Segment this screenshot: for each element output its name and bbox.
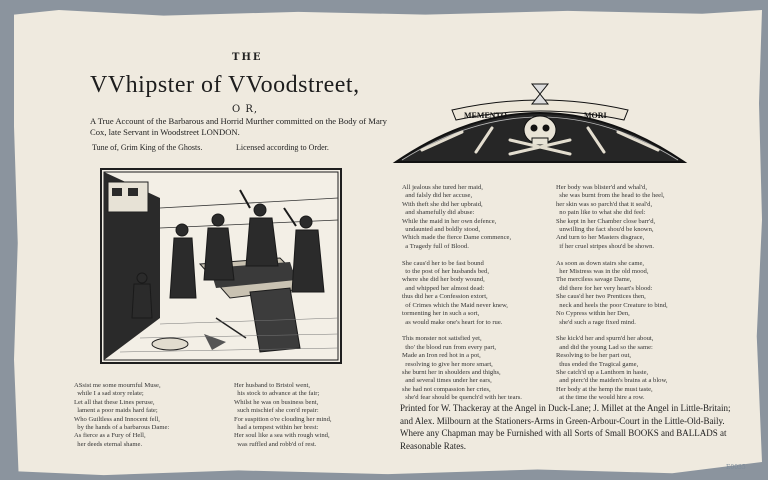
verse-line: No Cypress within her Den, bbox=[556, 310, 630, 318]
verse-line: Whilst he was on business bent, bbox=[234, 398, 319, 406]
verse-line: She catch'd up a Lanthorn in haste, bbox=[556, 368, 649, 376]
verse-line: she had not compassion her cries, bbox=[402, 385, 491, 393]
verse-line: her skin was so parch'd that it seal'd, bbox=[556, 200, 653, 208]
verse-line: Made an Iron red hot in a pot, bbox=[402, 352, 481, 360]
verse-column-4 bbox=[556, 184, 668, 403]
license-line: Licensed according to Order. bbox=[236, 143, 329, 152]
verse-line: his stock to advance at the fair; bbox=[234, 390, 320, 398]
verse-line: Who Guiltless and Innocent fell, bbox=[74, 415, 160, 423]
woodcut-illustration bbox=[100, 168, 342, 364]
title-prefix: THE bbox=[232, 52, 263, 63]
verse-line: and pierc'd the maiden's brains at a blow, bbox=[556, 377, 668, 385]
verse-line: Let all that these Lines peruse, bbox=[74, 398, 155, 406]
verse-line: she burnt her in shoulders and thighs, bbox=[402, 368, 501, 376]
verse-line: The merciless savage Dame, bbox=[556, 276, 632, 284]
title-or: O R, bbox=[232, 104, 259, 115]
verse-line: and several times under her ears, bbox=[402, 377, 492, 385]
verse-line: All jealous she tured her maid, bbox=[402, 184, 483, 191]
verse-line: She kept in her Chamber close barr'd, bbox=[556, 217, 656, 225]
ballad-title: VVhipster of VVoodstreet, bbox=[90, 72, 360, 98]
verse-line: she'd fear should be quench'd with her tears. bbox=[402, 394, 522, 402]
verse-line: While the maid in her own defence, bbox=[402, 217, 497, 225]
verse-line: With theft she did her upbraid, bbox=[402, 200, 483, 208]
verse-line: She caus'd her to be fast bound bbox=[402, 259, 484, 267]
verse-line: where she did her body wound, bbox=[402, 276, 485, 284]
verse-line: to the post of her husbands bed, bbox=[402, 268, 489, 276]
verse-line: lament a poor maids hard fate; bbox=[74, 407, 158, 415]
verse-line: ASsist me some mournful Muse, bbox=[74, 382, 161, 389]
verse-line: Her husband to Bristol went, bbox=[234, 382, 311, 389]
verse-line bbox=[556, 251, 668, 259]
printer-imprint: Printed for W. Thackeray at the Angel in Duck-Lane; J. Millet at the Angel in Little-Britain; and Alex. Milbourn at the Stationers-Arms in Green-Arbour-Court in the Little-Old-Baily. Where any Chapman may be Furnished with all Sorts of Small BOOKS and BALLADS at Reasonable Rates. bbox=[400, 403, 731, 451]
verse-line: For suspition o're clouding her mind, bbox=[234, 415, 332, 423]
verse-line: unwilling the fact shou'd be known, bbox=[556, 226, 654, 234]
verse-line: thus ended the Tragical game, bbox=[556, 360, 639, 368]
emblem-word-memento: MEMENTO bbox=[464, 111, 507, 120]
verse-line: Resolving to be her part out, bbox=[556, 352, 632, 360]
verse-line: Her soul like a sea with rough wind, bbox=[234, 432, 330, 440]
verse-line: And turn to her Masters disgrace, bbox=[556, 234, 645, 242]
verse-line: Her body at the hemp the must taste, bbox=[556, 385, 653, 393]
verse-line: was ruffled and robb'd of rest. bbox=[234, 440, 317, 448]
verse-line: such mischief she con'd repair: bbox=[234, 407, 319, 415]
verse-line: as would make one's heart for to rue. bbox=[402, 318, 503, 326]
subtitle-account: A True Account of the Barbarous and Horrid Murther committed on the Body of Mary Cox, late Servant in Woodstreet LONDON. bbox=[90, 116, 387, 137]
verse-line: As soon as down stairs she came, bbox=[556, 259, 645, 267]
catalog-reference: E0035 bbox=[726, 464, 746, 471]
verse-column-3 bbox=[402, 184, 522, 403]
verse-line: She caus'd her two Prentices then, bbox=[556, 293, 646, 301]
verse-line: Which made the fierce Dame commence, bbox=[402, 234, 512, 242]
verse-line: her deeds eternal shame. bbox=[74, 440, 143, 448]
verse-line: she'd such a rage fixed mind. bbox=[556, 318, 636, 326]
verse-line: of Crimes which the Maid never knew, bbox=[402, 301, 508, 309]
verse-line bbox=[556, 327, 668, 335]
verse-line: and whipped her almost dead: bbox=[402, 284, 485, 292]
verse-line: had a tempest within her brest: bbox=[234, 424, 319, 432]
verse-line: and shamefully did abuse: bbox=[402, 209, 475, 217]
verse-line: while I a sad story relate; bbox=[74, 390, 144, 398]
verse-line: and did the young Lad so the same: bbox=[556, 343, 653, 351]
verse-line: she was burnt from the head to the heel, bbox=[556, 192, 665, 200]
verse-line: undaunted and boldly stood, bbox=[402, 226, 481, 234]
verse-line: As fierce as a Fury of Hell, bbox=[74, 432, 146, 440]
verse-line: and falsly did her accuse, bbox=[402, 192, 473, 200]
verse-line: at the time the would hire a row. bbox=[556, 394, 645, 402]
verse-bottom-left bbox=[74, 382, 169, 449]
verse-line: tormenting her in such a sort, bbox=[402, 310, 480, 318]
verse-line: did there for her very heart's blood: bbox=[556, 284, 653, 292]
verse-line: a Tragedy full of Blood. bbox=[402, 242, 469, 250]
verse-line: no pain like to what she did feel: bbox=[556, 209, 646, 217]
verse-line: thus did her a Confession extort, bbox=[402, 293, 488, 301]
verse-line: her Mistress was in the old mood, bbox=[556, 268, 649, 276]
verse-line bbox=[402, 327, 522, 335]
verse-line: if her cruel stripes shou'd be shown. bbox=[556, 242, 655, 250]
verse-line: This monster not satisfied yet, bbox=[402, 335, 482, 343]
verse-line: resolving to give her more smart, bbox=[402, 360, 493, 368]
verse-line: tho' the blood run from every part, bbox=[402, 343, 497, 351]
tune-line: Tune of, Grim King of the Ghosts. bbox=[92, 143, 203, 152]
verse-line: She kick'd her and spurn'd her about, bbox=[556, 335, 654, 343]
verse-bottom-mid bbox=[234, 382, 332, 449]
memento-mori-emblem bbox=[392, 80, 688, 164]
verse-line: Her body was blister'd and whal'd, bbox=[556, 184, 648, 191]
verse-line bbox=[402, 251, 522, 259]
emblem-word-mori: MORI bbox=[584, 111, 607, 120]
verse-line: neck and heels the poor Creature to bind, bbox=[556, 301, 668, 309]
verse-line: by the hands of a barbarous Dame: bbox=[74, 424, 170, 432]
